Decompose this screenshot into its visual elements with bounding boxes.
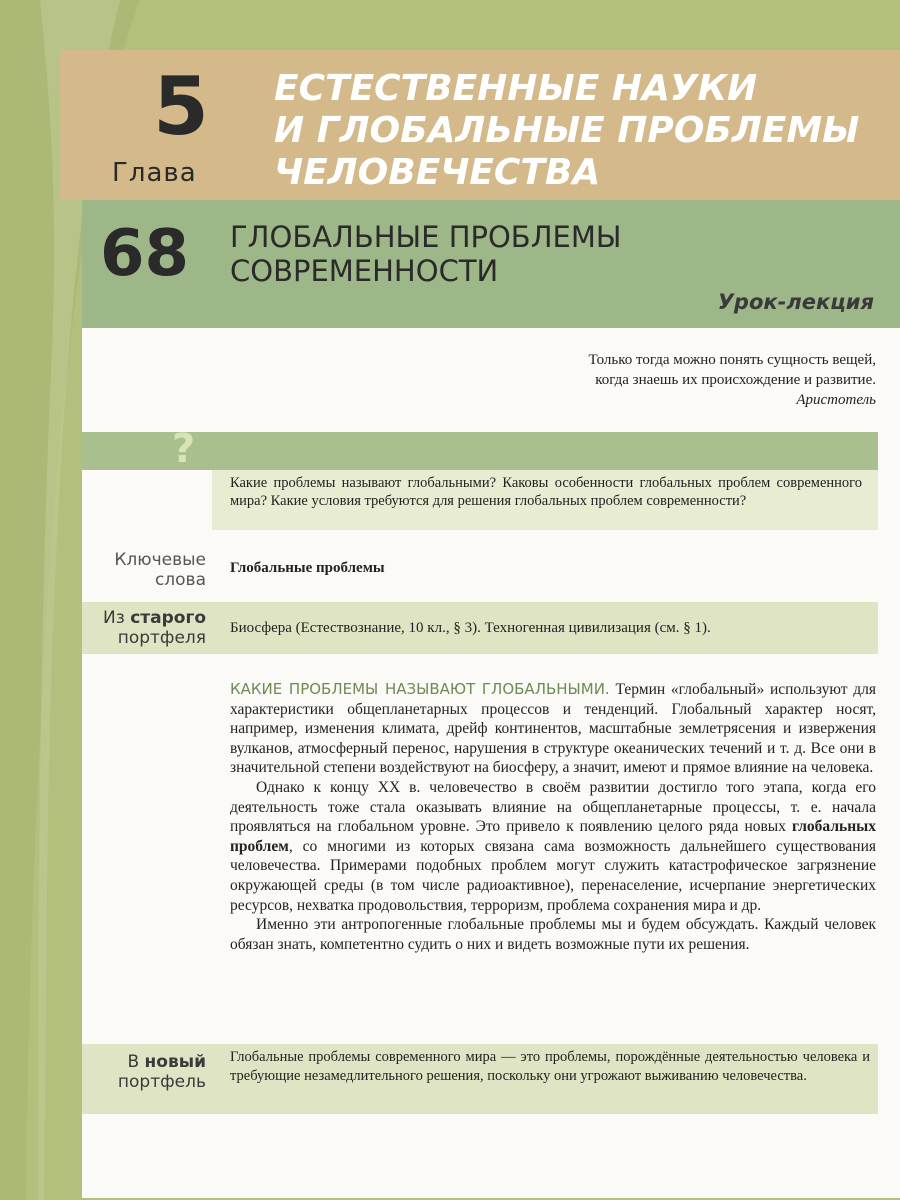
epigraph-author: Аристотель xyxy=(796,392,876,408)
lesson-number: 68 xyxy=(100,217,190,291)
body-paragraph-text: , со многими из которых связана сама возможность дальнейшего существования человечества. Примерами подобных проблем могут служить катастрофическое загрязнение окружающей среды (в том числе радиоактивное), перенаселение, исчерпание энергетических ресурсов, нехватка продовольствия, терроризм, проблема сохранения мира и др. xyxy=(230,837,876,914)
body-paragraph: Именно эти антропогенные глобальные проблемы мы и будем обсуждать. Каждый человек обязан знать, компетентно судить о них и видеть возможные пути их решения. xyxy=(230,916,876,953)
keywords-label xyxy=(86,550,206,590)
lesson-title: ГЛОБАЛЬНЫЕ ПРОБЛЕМЫ СОВРЕМЕННОСТИ xyxy=(230,220,622,288)
epigraph-line: Только тогда можно понять сущность вещей, xyxy=(588,352,876,368)
new-portfolio-label-line: портфель xyxy=(117,1072,206,1092)
questions-strip xyxy=(82,432,878,470)
old-portfolio-label-bold: старого xyxy=(130,608,206,628)
chapter-word: Глава xyxy=(112,158,197,188)
body-paragraph xyxy=(230,680,876,778)
new-portfolio-label-bold: новый xyxy=(144,1052,206,1072)
body-paragraph-text: Термин «глобальный» используют для характеристики общепланетарных процессов и тенденций. Глобальный характер носят, например, изменения климата, дрейф континентов, масштабные землетрясения и извержения вулканов, атмосферный перенос, нарушения в структуре океанических течений и т. д. Все они в значительной степени воздействуют на биосферу, а значит, имеют и прямое влияние на человека. xyxy=(230,681,877,777)
epigraph xyxy=(420,350,876,410)
body-paragraph xyxy=(230,778,876,915)
new-portfolio-label xyxy=(86,1052,206,1092)
keywords-value: Глобальные проблемы xyxy=(230,560,385,576)
epigraph-line: когда знаешь их происхождение и развитие. xyxy=(595,372,876,388)
new-portfolio-label-prefix: В xyxy=(127,1052,145,1072)
body-text xyxy=(230,680,876,954)
questions-text: Какие проблемы называют глобальными? Каковы особенности глобальных проблем современного мира? Какие условия требуются для решения глобальных проблем современности? xyxy=(230,475,862,509)
lesson-type: Урок-лекция xyxy=(717,290,874,314)
keywords-label-line: слова xyxy=(154,570,206,590)
question-mark-icon: ? xyxy=(172,426,196,472)
chapter-title: ЕСТЕСТВЕННЫЕ НАУКИ И ГЛОБАЛЬНЫЕ ПРОБЛЕМЫ ЧЕЛОВЕЧЕСТВА xyxy=(274,68,860,193)
old-portfolio-label-prefix: Из xyxy=(103,608,131,628)
old-portfolio-label-line: портфеля xyxy=(117,628,206,648)
body-paragraph-text: Однако к концу XX в. человечество в своём развитии достигло того этапа, когда его деятельность тоже стала оказывать влияние на общепланетарные процессы, т. е. начала проявляться на глобальном уровне. Это привело к появлению целого ряда новых xyxy=(230,778,876,836)
old-portfolio-label xyxy=(86,608,206,648)
old-portfolio-value: Биосфера (Естествознание, 10 кл., § 3). Техногенная цивилизация (см. § 1). xyxy=(230,620,711,636)
section-heading: КАКИЕ ПРОБЛЕМЫ НАЗЫВАЮТ ГЛОБАЛЬНЫМИ. xyxy=(230,680,610,698)
key-term: глобальных проблем xyxy=(230,818,876,855)
keywords-label-line: Ключевые xyxy=(114,550,206,570)
new-portfolio-value: Глобальные проблемы современного мира — это проблемы, порождённые деятельностью человека и требующие незамедлительного решения, поскольку они угрожают выживанию человечества. xyxy=(230,1049,870,1084)
chapter-number: 5 xyxy=(153,60,209,153)
